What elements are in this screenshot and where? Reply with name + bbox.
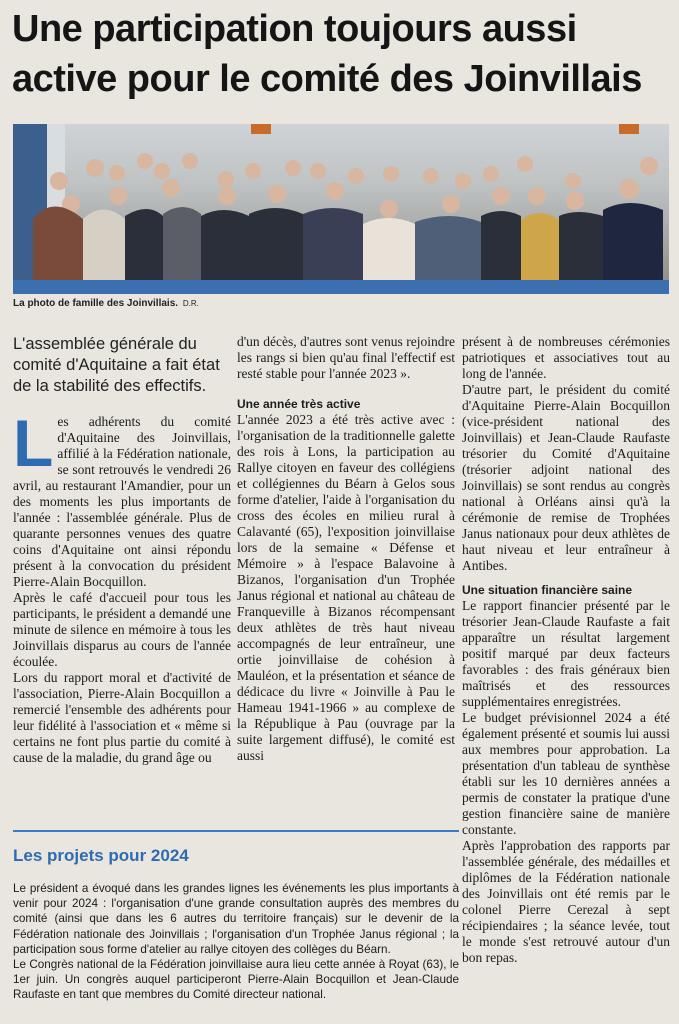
headline: Une participation toujours aussi active pour le comité des Joinvillais bbox=[12, 8, 642, 100]
box-text bbox=[13, 881, 459, 1003]
photo-credit: D.R. bbox=[182, 299, 199, 308]
col2-paragraph: d'un décès, d'autres sont venus rejoindre les rangs si bien qu'au final l'effectif est resté stable pour l'année 2023 ». bbox=[237, 334, 455, 381]
box-paragraph: Le président a évoqué dans les grandes lignes les événements les plus importants à venir pour 2024 : l'organisation d'une grande consultation auprès des membres du comité (ainsi que dans les 6 autres du territoire français) sur le devenir de la Fédération nationale des Joinvillais ; l'organisation d'un Trophée Janus régional ; la participation sous forme d'atelier au rallye citoyen des collèges du Béarn. bbox=[13, 882, 459, 956]
col3-paragraph: D'autre part, le président du comité d'Aquitaine Pierre-Alain Bocquillon (vice-président national des Joinvillais) et Jean-Claude Raufaste trésorier du Comité d'Aquitaine (trésorier adjoint national des Joinvillais) se sont rendus au congrès national à Orléans ainsi qu'à la cérémonie de remise de Trophées Janus nationaux pour deux athlètes de haut niveau et leur entraîneur à Antibes. bbox=[462, 382, 670, 573]
box-divider bbox=[13, 830, 459, 832]
article-lead: L'assemblée générale du comité d'Aquitaine a fait état de la stabilité des effectifs. bbox=[13, 335, 220, 395]
column-3 bbox=[462, 334, 670, 966]
col3-paragraph: présent à de nombreuses cérémonies patriotiques et associatives tout au long de l'année. bbox=[462, 334, 670, 381]
col1-paragraph: es adhérents du comité d'Aquitaine des Joinvillais, affilié à la Fédération nationale, se sont retrouvés le vendredi 26 avril, au restaurant l'Amandier, pour un des moments les plus importants de l'année : l'assemblée générale. Plus de quarante personnes venues des quatre coins d'Aquitaine ont ainsi répondu présent à la convocation du président Pierre-Alain Bocquillon. bbox=[13, 414, 231, 589]
col2-paragraph: L'année 2023 a été très active avec : l'organisation de la traditionnelle galette des rois à Lons, la participation au Rallye citoyen en faveur des collégiens et collégiennes du Béarn à Gelos sous forme d'atelier, l'aide à l'organisation du cross des écoles en milieu rural à Calavanté (65), l'exposition joinvillaise lors de la semaine « Défense et Mémoire » à l'espace Balavoine à Bizanos, l'organisation d'un Trophée Janus régional et national au château de Franqueville à Bizanos récompensant deux athlètes de très haut niveau accompagnés de leur entraîneur, une ortie joinvillaise de cohésion à Mauléon, et la présentation et séance de dédicace du livre « Joinville à Pau le Hameau 1941-1966 » au complexe de la République à Pau (ouvrage par la suite largement diffusé), le comité est aussi bbox=[237, 412, 455, 763]
group-photo bbox=[13, 124, 669, 294]
group-silhouettes bbox=[13, 124, 669, 294]
col1-paragraph: Lors du rapport moral et d'activité de l'association, Pierre-Alain Bocquillon a remercié l'ensemble des adhérents pour leur fidélité à l'association et « même si certains ne font plus partie du comité à cause de la maladie, du grand âge ou bbox=[13, 670, 231, 765]
col3-paragraph: Le rapport financier présenté par le trésorier Jean-Claude Raufaste a fait apparaître un résultat largement positif marqué par deux facteurs favorables : des frais généraux bien maîtrisés et des ressources supplémentaires enregistrées. bbox=[462, 598, 670, 709]
photo-caption bbox=[13, 298, 199, 309]
col3-paragraph: Après l'approbation des rapports par l'assemblée générale, des médailles et diplômes de la Fédération nationale des Joinvillais ont été remis par le colonel Pierre Cerezal à sept récipiendaires ; la séance levée, tout le monde s'est retrouvé autour d'un bon repas. bbox=[462, 838, 670, 965]
subhead-finances: Une situation financière saine bbox=[462, 583, 633, 597]
photo-floor bbox=[13, 280, 669, 294]
col1-paragraph: Après le café d'accueil pour tous les participants, le président a demandé une minute de silence en mémoire à tous les Joinvillais disparus au cours de l'année écoulée. bbox=[13, 590, 231, 669]
col3-paragraph: Le budget prévisionnel 2024 a été également présenté et soumis lui aussi aux membres pour approbation. La présentation d'un tableau de synthèse établi sur les 10 dernières années a permis de constater la pratique d'une gestion financière saine de manière constante. bbox=[462, 710, 670, 837]
drop-cap: L bbox=[13, 406, 54, 480]
caption-text: La photo de famille des Joinvillais. bbox=[13, 298, 179, 309]
box-title: Les projets pour 2024 bbox=[13, 846, 189, 865]
column-1 bbox=[13, 406, 231, 766]
column-2 bbox=[237, 334, 455, 764]
subhead-active-year: Une année très active bbox=[237, 397, 361, 411]
box-paragraph: Le Congrès national de la Fédération joinvillaise aura lieu cette année à Royat (63), le 1er juin. Un congrès auquel participeront Pierre-Alain Bocquillon et Jean-Claude Raufaste en tant que membres du Comité directeur national. bbox=[13, 958, 459, 1002]
